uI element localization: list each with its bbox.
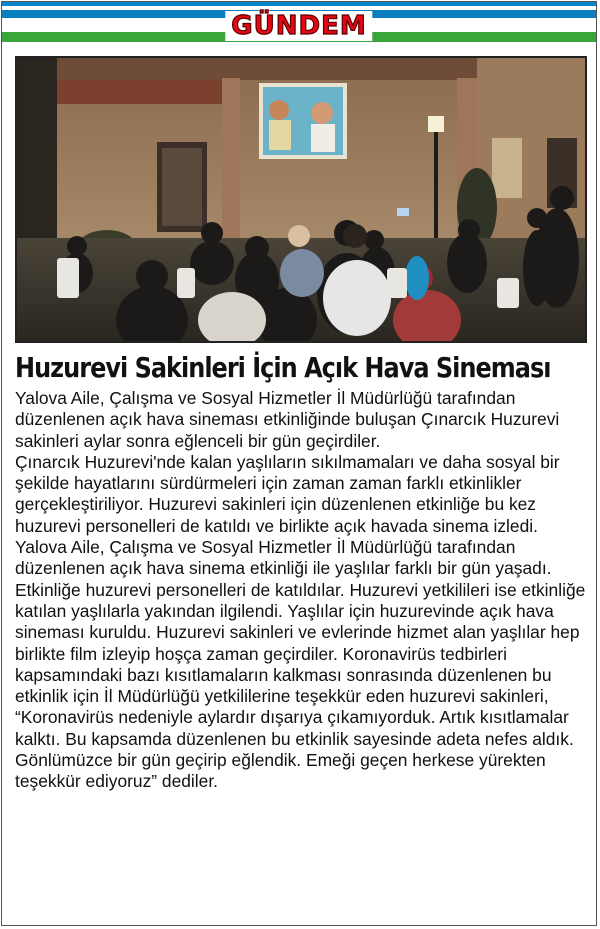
- section-banner: [2, 6, 596, 44]
- clipping-frame: [1, 1, 597, 926]
- article-body: [15, 388, 593, 793]
- article-paragraph: Çınarcık Huzurevi'nde kalan yaşlıların sıkılmamaları ve daha sosyal bir şekilde hayatlarını sürdürmeleri için zaman zaman farklı etkinlikler gerçekleştiriliyor. Huzurevi sakinleri için düzenlenen etkinliğe bu kez huzurevi personelleri de katıldı ve birlikte açık havada sinema izledi. Yalova Aile, Çalışma ve Sosyal Hizmetler İl Müdürlüğü tarafından düzenlenen açık hava sinema etkinliği ile yaşlılar farklı bir gün yaşadı. Etkinliğe huzurevi personelleri de katıldılar. Huzurevi yetkilileri ise etkinliğe katılan yaşlılarla yakından ilgilendi. Yaşlılar için huzurevinde açık hava sineması kuruldu. Huzurevi sakinleri ve evlerinde hizmet alan yaşlılar hep birlikte film izleyip hoşça zaman geçirdiler. Koronavirüs tedbirleri kapsamındaki bazı kısıtlamaların kalkması sonrasında düzenlenen bu etkinlik için İl Müdürlüğü yetkililerine teşekkür eden huzurevi sakinleri, “Koronavirüs nedeniyle aylardır dışarıya çıkamıyorduk. Artık kısıtlamalar kalktı. Bu kapsamda düzenlenen bu etkinlik sayesinde adeta nefes aldık. Gönlümüzce bir gün geçirip eğlendik. Emeği geçen herkese yürekten teşekkür ediyoruz” dediler.: [15, 451, 586, 792]
- article-paragraph: Yalova Aile, Çalışma ve Sosyal Hizmetler İl Müdürlüğü tarafından düzenlenen açık hava sineması etkinliğinde buluşan Çınarcık Huzurevi sakinleri aylar sonra eğlenceli bir gün geçirdiler.: [15, 388, 560, 451]
- article-headline: Huzurevi Sakinleri İçin Açık Hava Sineması: [15, 351, 551, 384]
- article-photo: [15, 56, 587, 343]
- section-label: GÜNDEM: [225, 11, 372, 41]
- outdoor-cinema-photo: [17, 58, 585, 341]
